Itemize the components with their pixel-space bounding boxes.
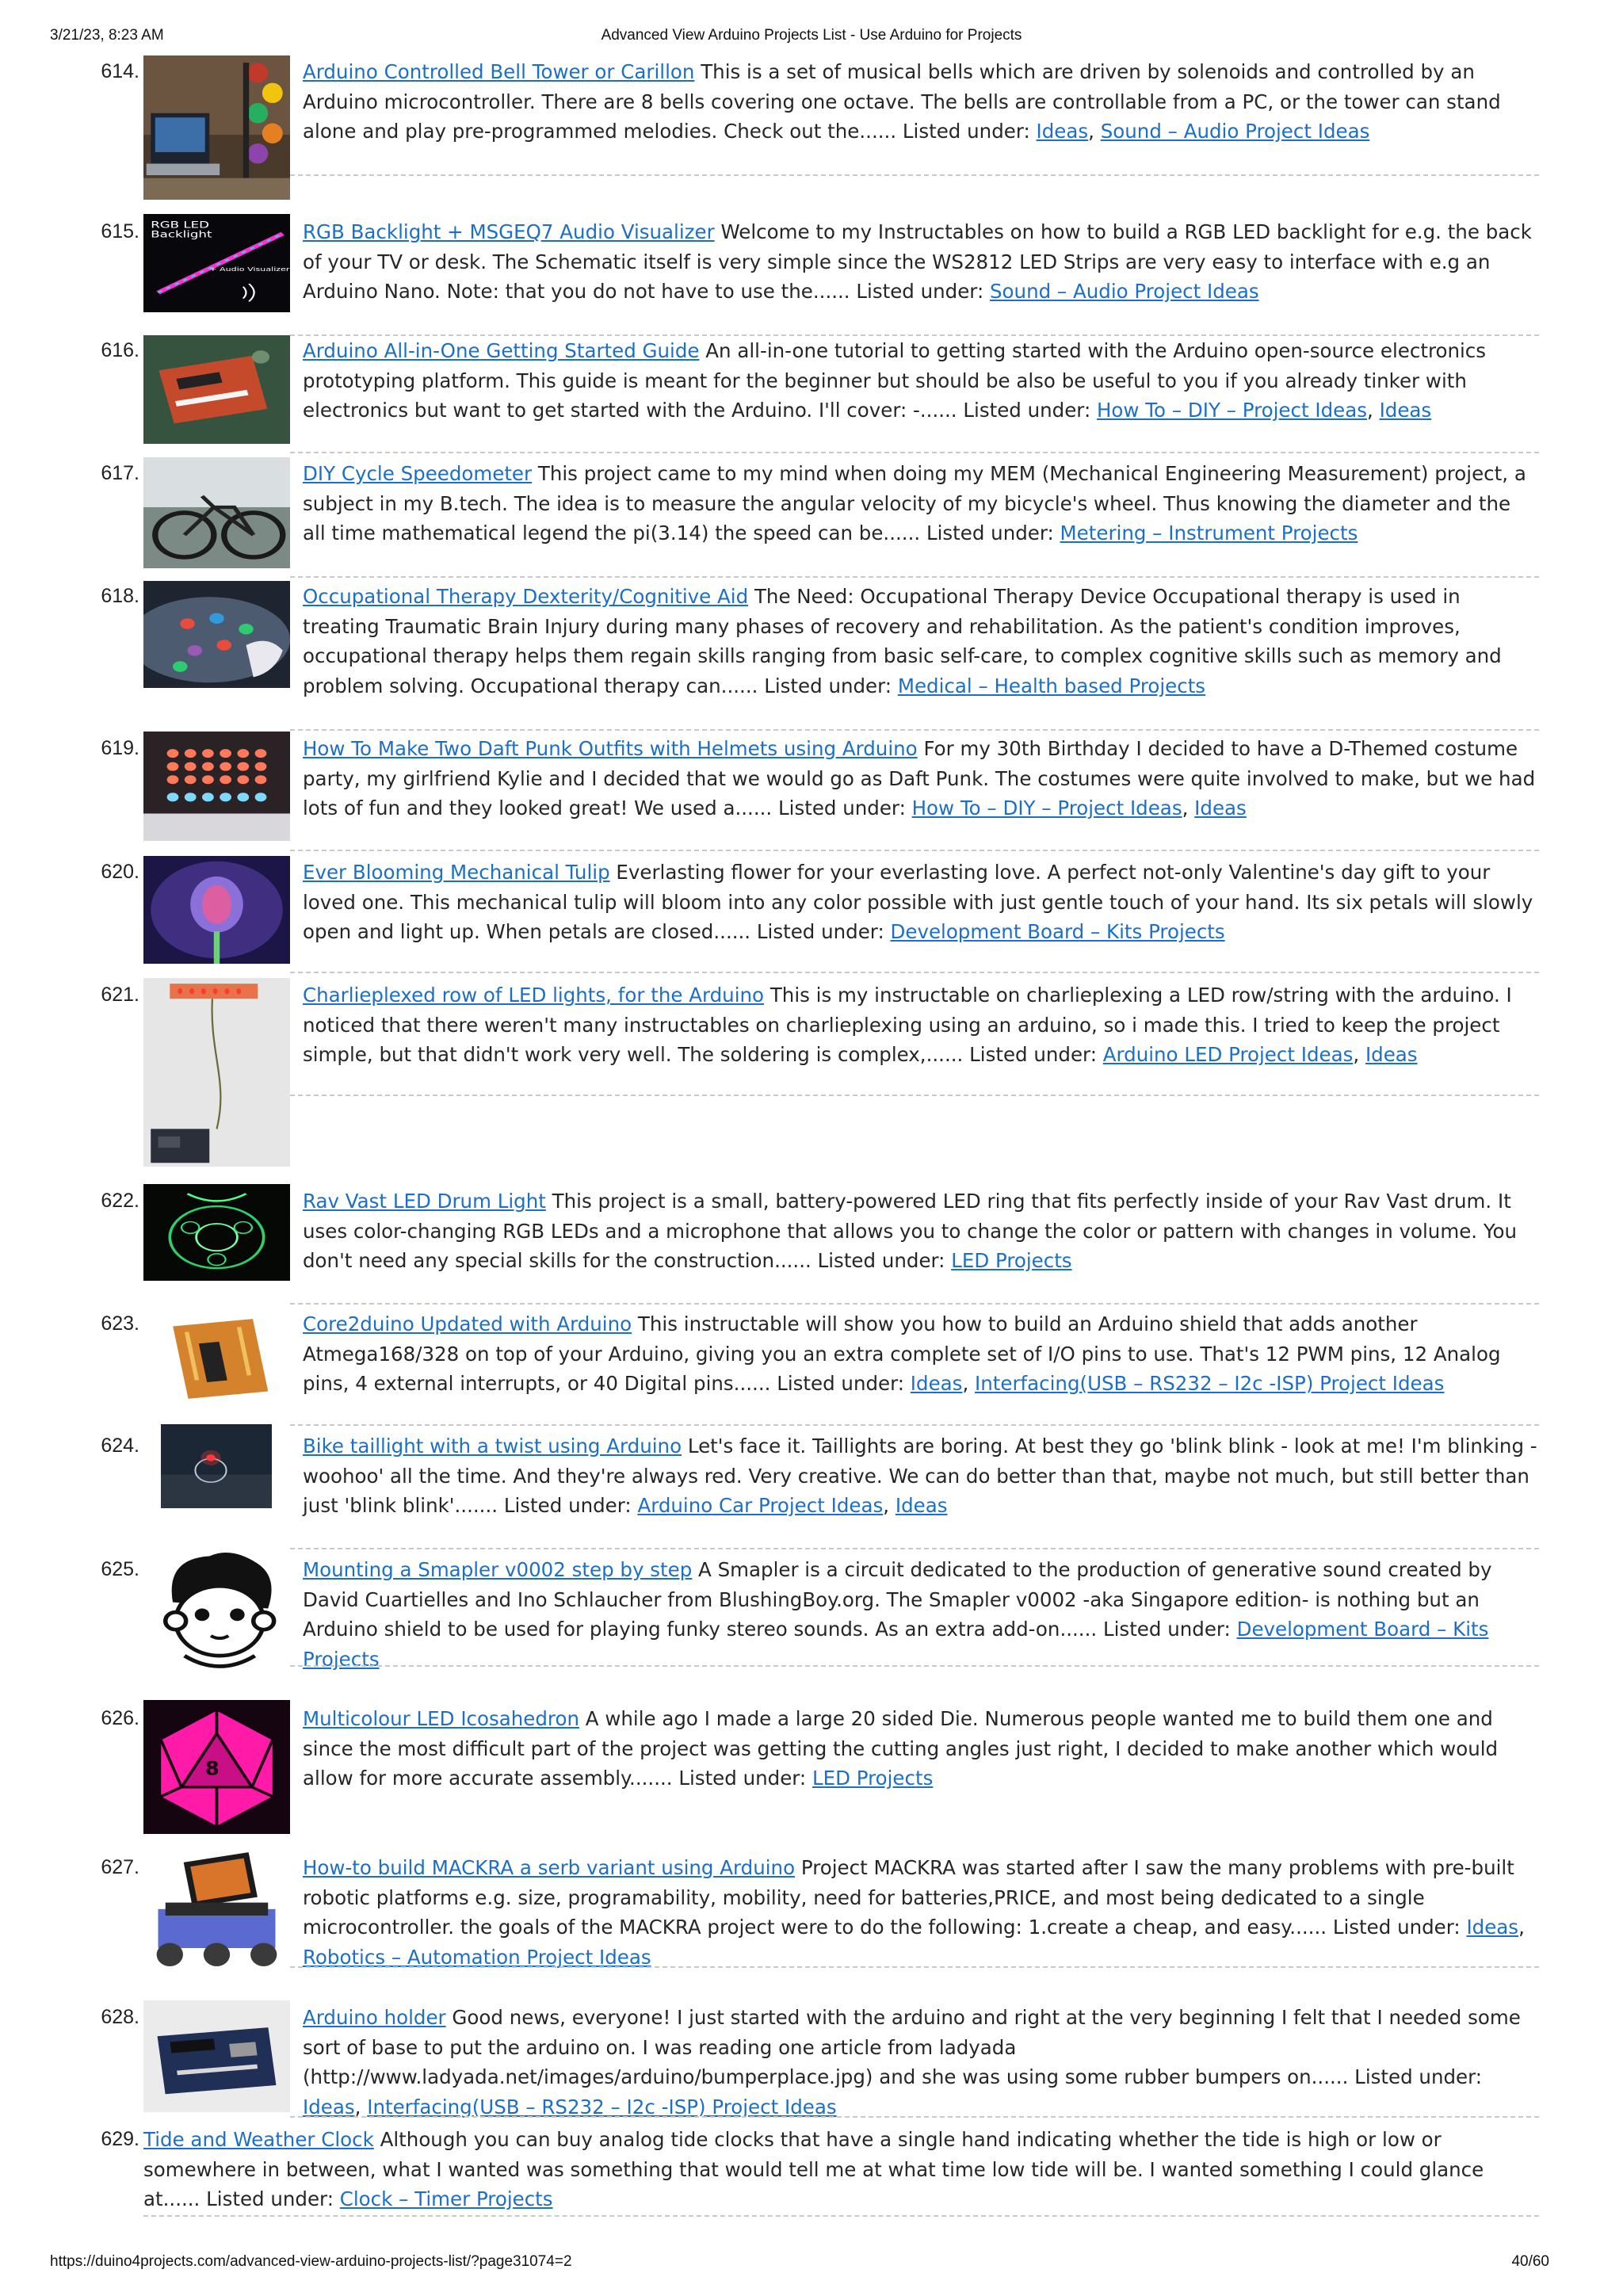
project-title-link[interactable]: Occupational Therapy Dexterity/Cognitive Aid [303,585,749,608]
svg-text:Backlight: Backlight [151,230,212,240]
entry-text [303,2003,1537,2122]
project-title-link[interactable]: Arduino holder [303,2006,446,2029]
entry-text [143,2125,1538,2214]
entry-text [303,734,1537,823]
svg-text:RGB LED: RGB LED [151,220,209,231]
listed-under-label: Listed under: [503,1494,638,1517]
project-description: A while ago I made a large 20 sided Die. Numerous people wanted me to build them one and since the most difficult part of the project was getting the cutting angles just right, I decided to make another which would allow for more accurate assembly....... [303,1707,1499,1790]
project-title-link[interactable]: Tide and Weather Clock [143,2128,374,2151]
category-separator: , [1088,120,1101,143]
entry-divider [290,1303,1539,1305]
category-link[interactable]: How To – DIY – Project Ideas [1097,399,1367,422]
category-link[interactable]: Robotics – Automation Project Ideas [303,1945,651,1969]
project-thumbnail[interactable] [143,55,290,200]
project-thumbnail[interactable] [143,1851,290,1981]
category-separator: , [962,1372,976,1395]
print-datetime: 3/21/23, 8:23 AM [50,27,164,44]
print-footer [0,2253,1623,2277]
entry-number: 622. [101,1190,139,1212]
entry-number: 616. [101,339,139,361]
project-title-link[interactable]: Core2duino Updated with Arduino [303,1312,632,1335]
category-separator: , [1353,1043,1365,1066]
entry-number: 619. [101,737,139,759]
project-thumbnail[interactable] [143,214,290,312]
entry-text [303,1431,1537,1521]
project-description: This is my instructable on charlieplexing a LED row/string with the arduino. I noticed that there weren't many instructables on charlieplexing using an arduino, so i made this. I tried to keep the project simple, but that didn't work very well. The soldering is complex,...... [303,984,1512,1066]
listed-under-label: Listed under: [856,280,990,303]
project-description: Let's face it. Taillights are boring. At best they go 'blink blink - look at me! I'm blinking - woohoo' all the time. And they're always red. Very creative. We can do better than that, maybe not much, but still better than just 'blink blink'....... [303,1435,1537,1517]
project-title-link[interactable]: DIY Cycle Speedometer [303,462,533,485]
project-title-link[interactable]: How To Make Two Daft Punk Outfits with Helmets using Arduino [303,737,918,760]
listed-under-label: Listed under: [1102,1618,1237,1641]
entry-text [303,980,1537,1070]
entry-divider [290,1966,1539,1968]
category-link[interactable]: Ideas [895,1494,948,1517]
entry-number: 626. [101,1707,139,1729]
project-thumbnail[interactable] [143,581,290,688]
category-link[interactable]: Development Board – Kits Projects [303,1618,1489,1671]
project-title-link[interactable]: Arduino All-in-One Getting Started Guide [303,339,700,362]
entry-text [303,1704,1537,1794]
project-thumbnail[interactable] [143,335,290,444]
category-link[interactable]: Ideas [303,2095,355,2118]
entry-number: 624. [101,1435,139,1457]
category-link[interactable]: LED Projects [951,1249,1072,1272]
listed-under-label: Listed under: [777,1372,911,1395]
entry-number: 614. [101,60,139,82]
category-link[interactable]: Ideas [910,1372,963,1395]
category-link[interactable]: Sound – Audio Project Ideas [1100,120,1370,143]
project-thumbnail[interactable] [161,1424,272,1508]
listed-under-label: Listed under: [926,521,1060,544]
category-link[interactable]: Arduino LED Project Ideas [1102,1043,1354,1066]
listed-under-label: Listed under: [778,797,912,819]
entry-text [303,858,1537,947]
project-description: This is a set of musical bells which are driven by solenoids and controlled by an Arduino microcontroller. There are 8 bells covering one octave. The bells are controllable from a PC, or the tower can stand alone and play pre-programmed melodies. Check out the...... [303,60,1501,143]
project-description: An all-in-one tutorial to getting started with the Arduino open-source electronics prototyping platform. This guide is meant for the beginner but should be also be useful to you if you already tinker with electronics but want to get started with the Arduino. I'll cover: -...... [303,339,1487,422]
project-thumbnail[interactable] [143,1308,290,1405]
entry-divider [290,1548,1539,1549]
entry-divider [290,1665,1539,1667]
entry-divider [290,850,1539,851]
print-page-title: Advanced View Arduino Projects List - Use Arduino for Projects [601,27,1022,44]
entry-number: 627. [101,1856,139,1878]
entry-divider [290,1095,1539,1096]
project-thumbnail[interactable] [143,1700,290,1834]
project-thumbnail[interactable] [143,732,290,841]
category-separator: , [883,1494,896,1517]
entry-divider [290,576,1539,578]
entry-text [303,217,1537,307]
project-title-link[interactable]: Ever Blooming Mechanical Tulip [303,861,610,884]
project-thumbnail[interactable] [143,978,290,1167]
category-link[interactable]: Metering – Instrument Projects [1060,521,1358,544]
listed-under-label: Listed under: [1354,2065,1482,2088]
listed-under-label: Listed under: [756,920,891,943]
svg-text:+ Audio Visualizer: + Audio Visualizer [209,266,290,273]
project-title-link[interactable]: Rav Vast LED Drum Light [303,1190,546,1213]
category-link[interactable]: Interfacing(USB – RS232 – I2c -ISP) Project Ideas [367,2095,837,2118]
project-description: Everlasting flower for your everlasting love. A perfect not-only Valentine's day gift to your loved one. This mechanical tulip will bloom into any color possible with just gentle touch of your hand. Its six petals will slowly open and light up. When petals are closed...... [303,861,1533,943]
category-separator: , [354,2095,368,2118]
category-link[interactable]: Ideas [1194,797,1247,819]
category-link[interactable]: Development Board – Kits Projects [890,920,1225,943]
category-link[interactable]: Ideas [1466,1916,1519,1939]
project-title-link[interactable]: How-to build MACKRA a serb variant using Arduino [303,1856,796,1879]
entry-divider [290,452,1539,453]
entry-number: 621. [101,984,139,1006]
entry-number: 628. [101,2006,139,2028]
project-description: This project came to my mind when doing my MEM (Mechanical Engineering Measurement) project, a subject in my B.tech. The idea is to measure the angular velocity of my bicycle's wheel. Thus knowing the diameter and the all time mathematical legend the pi(3.14) the speed can be...... [303,462,1526,544]
project-description: This project is a small, battery-powered LED ring that fits perfectly inside of your Rav Vast drum. It uses color-changing RGB LEDs and a microphone that allows you to change the color or pattern with changes in volume. You don't need any special skills for the construction...... [303,1190,1518,1272]
listed-under-label: Listed under: [678,1767,812,1790]
category-separator: , [1366,399,1380,422]
entry-divider [290,972,1539,973]
project-title-link[interactable]: Mounting a Smapler v0002 step by step [303,1558,693,1581]
project-description: Project MACKRA was started after I saw the many problems with pre-built robotic platforms e.g. size, programability, mobility, need for batteries,PRICE, and most being dedicated to a single microcontroller. the goals of the MACKRA project were to do the following: 1.create a cheap, and easy...... [303,1856,1514,1939]
category-link[interactable]: Ideas [1365,1043,1418,1066]
entry-text [303,1309,1537,1399]
project-title-link[interactable]: Multicolour LED Icosahedron [303,1707,579,1730]
listed-under-label: Listed under: [969,1043,1103,1066]
listed-under-label: Listed under: [902,120,1037,143]
category-link[interactable]: How To – DIY – Project Ideas [911,797,1182,819]
category-link[interactable]: Clock – Timer Projects [339,2187,553,2210]
category-link[interactable]: Ideas [1036,120,1089,143]
project-description: Good news, everyone! I just started with the arduino and right at the very beginning I felt that I needed some sort of base to put the arduino on. I was reading one article from ladyada (http://www.ladyada.net/images/arduino/bumperplace.jpg) and she was using some rubber bumpers on...... [303,2006,1521,2088]
entry-number: 620. [101,861,139,883]
category-link[interactable]: Arduino Car Project Ideas [637,1494,884,1517]
entry-text [303,1186,1537,1276]
listed-under-label: Listed under: [1332,1916,1467,1939]
project-thumbnail[interactable] [143,457,290,568]
entry-text [303,336,1537,426]
entry-number: 623. [101,1312,139,1335]
project-description: Welcome to my Instructables on how to build a RGB LED backlight for e.g. the back of your TV or desk. The Schematic itself is very simple since the WS2812 LED Strips are very easy to interface with e.g an Arduino Nano. Note: that you do not have to use the...... [303,220,1532,303]
entry-divider [290,729,1539,731]
category-separator: , [1518,1916,1525,1939]
print-url: https://duino4projects.com/advanced-view-arduino-projects-list/?page31074=2 [50,2253,572,2270]
entry-divider [290,1424,1539,1426]
project-title-link[interactable]: RGB Backlight + MSGEQ7 Audio Visualizer [303,220,715,243]
listed-under-label: Listed under: [206,2187,340,2210]
entry-text [303,1853,1537,1972]
entry-number: 617. [101,462,139,484]
listed-under-label: Listed under: [817,1249,952,1272]
entry-text [303,1555,1537,1674]
entry-divider [143,2215,1539,2217]
print-page-number: 40/60 [1511,2253,1549,2270]
entry-text [303,57,1537,147]
listed-under-label: Listed under: [963,399,1097,422]
category-link[interactable]: Medical – Health based Projects [897,674,1206,697]
category-link[interactable]: Sound – Audio Project Ideas [990,280,1259,303]
project-description: The Need: Occupational Therapy Device Occupational therapy is used in treating Traumatic Brain Injury during many phases of recovery and rehabilitation. As the patient's condition improves, occupational therapy helps them regain skills ranging from basic self-care, to complex cognitive skills such as memory and problem solving. Occupational therapy can...... [303,585,1502,697]
entry-number: 629. [101,2128,139,2150]
project-description: Although you can buy analog tide clocks that have a single hand indicating whether the tide is high or low or somewhere in between, what I wanted was something that would tell me at what time low tide will be. I wanted something I could glance at...... [143,2128,1484,2210]
entry-divider [290,2116,1539,2118]
project-description: A Smapler is a circuit dedicated to the production of generative sound created by David Cuartielles and Ino Schlaucher from BlushingBoy.org. The Smapler v0002 -aka Singapore edition- is nothing but an Arduino shield to be used for playing funky stereo sounds. As an extra add-on...... [303,1558,1492,1641]
category-link[interactable]: LED Projects [812,1767,934,1790]
project-thumbnail[interactable] [143,1546,290,1671]
entry-text [303,582,1537,701]
project-description: For my 30th Birthday I decided to have a D-Themed costume party, my girlfriend Kylie and I decided that we would go as Daft Punk. The costumes were quite involved to make, but we had lots of fun and they looked great! We used a...... [303,737,1536,819]
project-title-link[interactable]: Arduino Controlled Bell Tower or Carillon [303,60,695,83]
entry-text [303,459,1537,548]
entry-divider [290,174,1539,176]
project-title-link[interactable]: Bike taillight with a twist using Arduino [303,1435,682,1457]
project-thumbnail[interactable] [143,2000,290,2112]
category-separator: , [1182,797,1195,819]
entry-number: 618. [101,585,139,607]
category-link[interactable]: Interfacing(USB – RS232 – I2c -ISP) Project Ideas [975,1372,1445,1395]
entry-number: 625. [101,1558,139,1580]
project-thumbnail[interactable] [143,856,290,964]
category-link[interactable]: Ideas [1379,399,1432,422]
entry-number: 615. [101,220,139,243]
project-thumbnail[interactable] [143,1184,290,1281]
project-title-link[interactable]: Charlieplexed row of LED lights, for the Arduino [303,984,765,1007]
svg-text:8: 8 [204,1757,220,1780]
listed-under-label: Listed under: [764,674,898,697]
project-description: This instructable will show you how to build an Arduino shield that adds another Atmega168/328 on top of your Arduino, giving you an extra complete set of I/O pins to use. That's 12 PWM pins, 12 Analog pins, 4 external interrupts, or 40 Digital pins...... [303,1312,1501,1395]
